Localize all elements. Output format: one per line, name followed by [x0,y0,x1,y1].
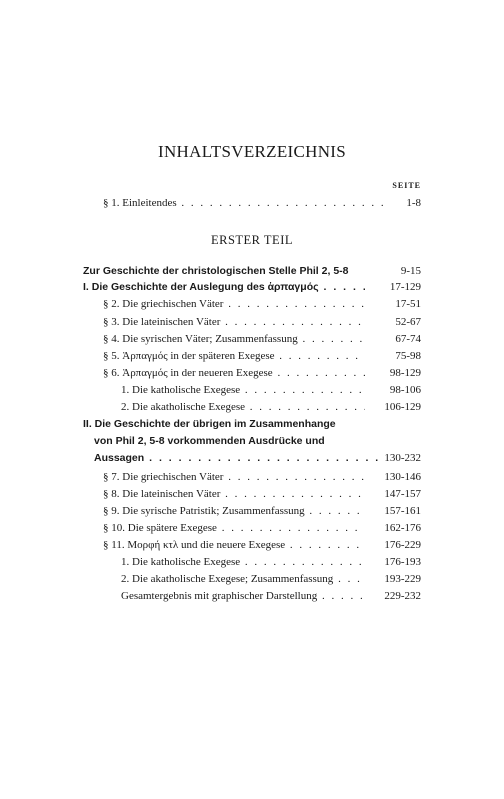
toc-entry-title: § 4. Die syrischen Väter; Zusammenfassung . . . [103,330,365,348]
toc-entry-pages: 130-146 [384,471,421,483]
toc-entry[interactable] [0,432,504,450]
toc-entry[interactable] [0,415,504,433]
toc-entry-title: § 10. Die spätere Exegese . . . [103,519,365,537]
toc-entry-title: 1. Die katholische Exegese . . . [121,553,365,571]
toc-entry-title: I. Die Geschichte der Auslegung des ἁρπαγμός . . . [83,278,365,296]
toc-entry[interactable] [0,570,504,588]
toc-entry-title: von Phil 2, 5-8 vorkommenden Ausdrücke und [94,435,325,447]
toc-entry-pages: 98-129 [389,367,421,379]
toc-entry-title: Zur Geschichte der christologischen Stelle Phil 2, 5-8 [83,265,349,277]
toc-entry-pages: 1-8 [406,197,421,209]
toc-entry-title: 2. Die akatholische Exegese . . . [121,398,365,416]
page-title: INHALTSVERZEICHNIS [158,142,346,161]
toc-entry-pages: 130-232 [384,452,421,464]
toc-entry[interactable] [0,502,504,520]
toc-entry-title: § 1. Einleitendes . . . [103,194,388,212]
toc-entry-pages: 147-157 [384,488,421,500]
toc-entry-title: § 9. Die syrische Patristik; Zusammenfassung . . . [103,502,365,520]
toc-entry[interactable] [0,536,504,554]
toc-entry-pages: 193-229 [384,573,421,585]
toc-entry[interactable] [0,364,504,382]
toc-entry-title: Aussagen . . . [94,449,378,467]
toc-entry-pages: 229-232 [384,590,421,602]
toc-entry[interactable] [0,330,504,348]
toc-entry[interactable] [0,519,504,537]
toc-entry-pages: 52-67 [395,316,421,328]
toc-entry[interactable] [0,313,504,331]
toc-entry[interactable] [0,295,504,313]
toc-entry-title: § 6. Ἁρπαγμός in der neueren Exegese . . . [103,364,365,382]
part-heading: ERSTER TEIL [210,233,293,247]
toc-entry-title: 2. Die akatholische Exegese; Zusammenfassung . . . [121,570,365,588]
toc-entry[interactable] [0,485,504,503]
toc-entry-pages: 98-106 [389,384,421,396]
toc-entry-title: § 5. Ἁρπαγμός in der späteren Exegese . . . [103,347,365,365]
toc-entry-pages: 176-229 [384,539,421,551]
toc-entry-pages: 106-129 [384,401,421,413]
toc-entry-title: § 7. Die griechischen Väter . . . [103,468,365,486]
toc-entry-pages: 9-15 [400,265,421,277]
toc-entry[interactable] [0,449,504,467]
toc-entry[interactable] [0,468,504,486]
toc-entry[interactable] [0,587,504,605]
page-column-label: SEITE [392,181,421,190]
toc-entry-intro[interactable] [0,194,504,212]
toc-entry[interactable] [0,347,504,365]
toc-entry-title: II. Die Geschichte der übrigen im Zusammenhange [83,418,336,430]
toc-entry-pages: 176-193 [384,556,421,568]
toc-entry-title: 1. Die katholische Exegese . . . [121,381,365,399]
toc-entry[interactable] [0,398,504,416]
toc-entry-title: § 11. Μορφή κτλ und die neuere Exegese . . . [103,536,365,554]
toc-entry[interactable] [0,553,504,571]
toc-entry-pages: 162-176 [384,522,421,534]
toc-entry[interactable] [0,278,504,296]
toc-entry-title: § 2. Die griechischen Väter . . . [103,295,365,313]
toc-entry-title: Gesamtergebnis mit graphischer Darstellung . . . [121,587,365,605]
toc-entry-pages: 75-98 [395,350,421,362]
toc-entry-pages: 17-51 [395,298,421,310]
toc-entry[interactable] [0,381,504,399]
toc-entry-pages: 67-74 [395,333,421,345]
toc-entry-title: § 8. Die lateinischen Väter . . . [103,485,365,503]
toc-entry-pages: 17-129 [389,281,421,293]
toc-entry-title: § 3. Die lateinischen Väter . . . [103,313,365,331]
toc-entry-pages: 157-161 [384,505,421,517]
